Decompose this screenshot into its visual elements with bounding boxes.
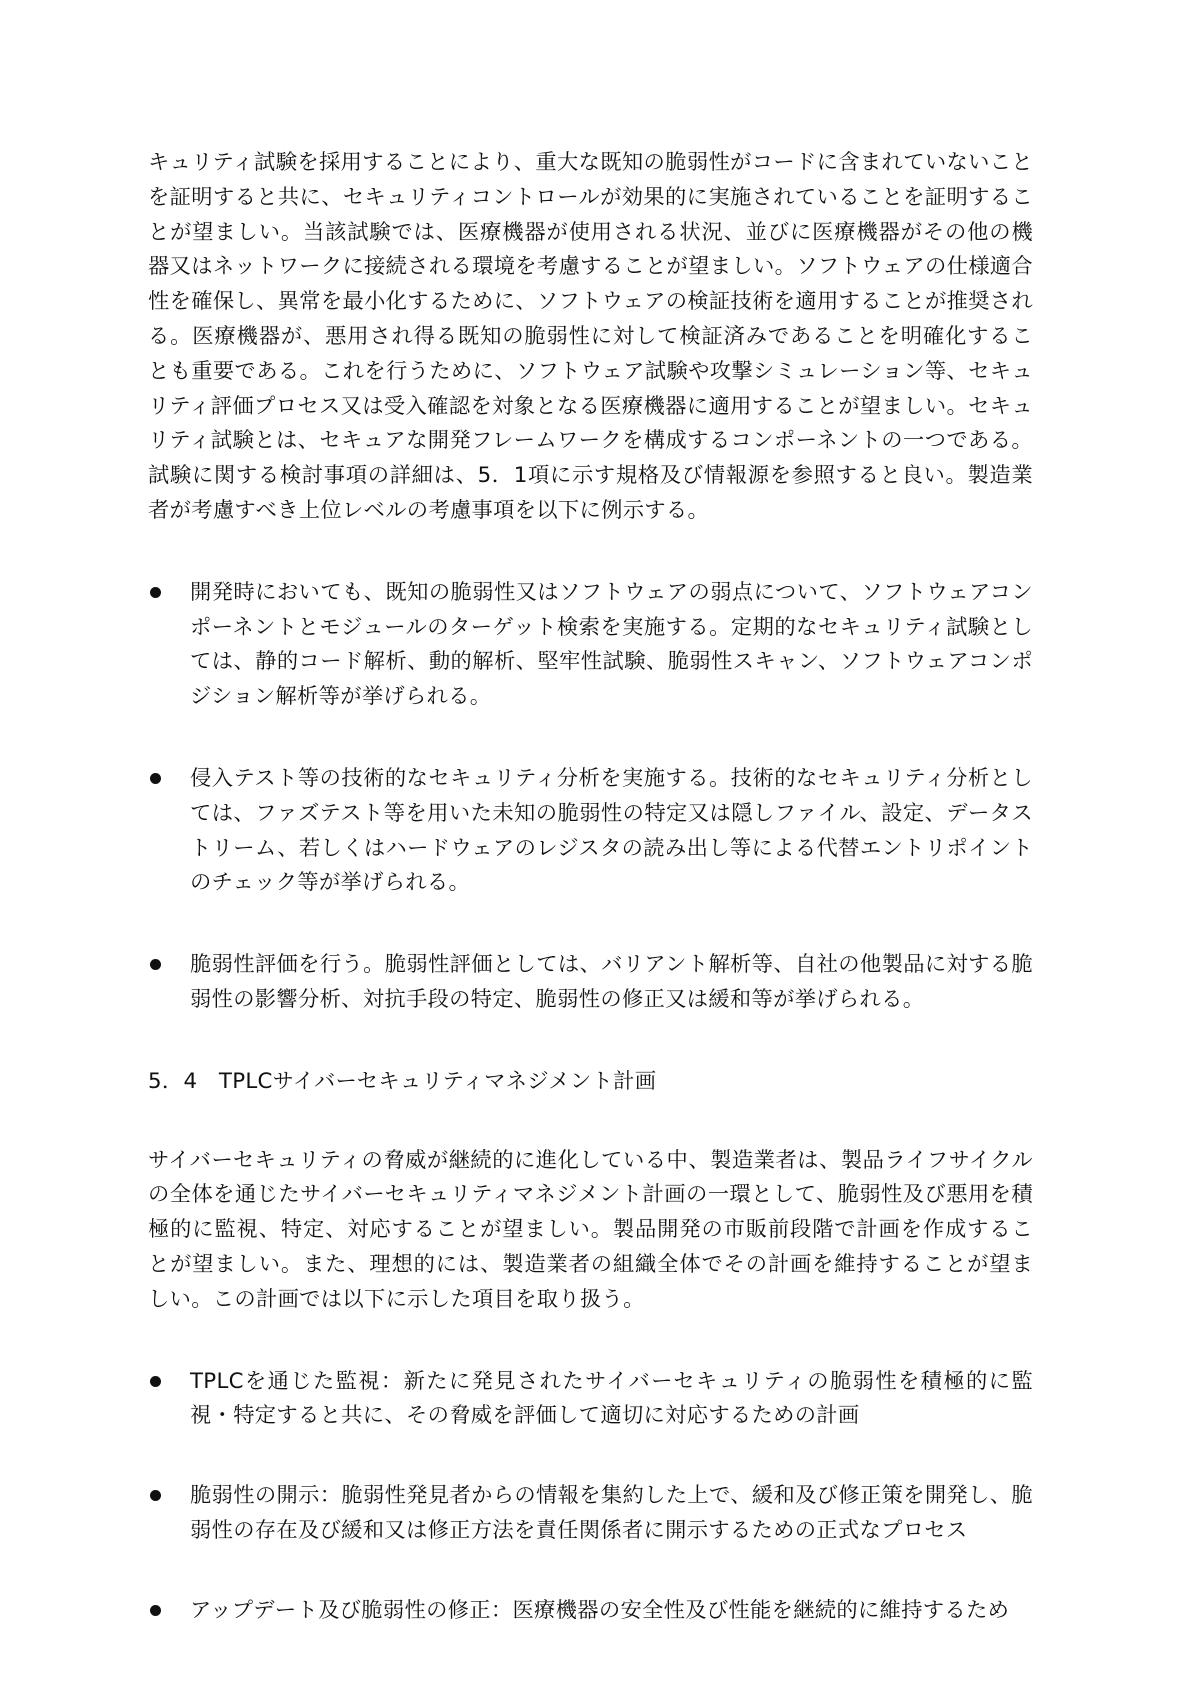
bullet-icon (150, 1376, 161, 1387)
list-item-text: 脆弱性の開示：脆弱性発見者からの情報を集約した上で、緩和及び修正策を開発し、脆弱性の存在及び緩和又は修正方法を責任関係者に開示するための正式なプロセス (190, 1483, 1033, 1543)
list-item (148, 948, 1033, 1018)
bullet-icon (150, 1490, 161, 1501)
list-item (148, 576, 1033, 715)
bullet-icon (150, 587, 161, 598)
list-item (148, 1479, 1033, 1549)
list-item (148, 1594, 1033, 1629)
testing-considerations-list (148, 576, 1033, 1018)
list-item-text: アップデート及び脆弱性の修正：医療機器の安全性及び性能を継続的に維持するため (190, 1597, 1010, 1623)
plan-items-list (148, 1365, 1033, 1629)
list-item-text: 侵入テスト等の技術的なセキュリティ分析を実施する。技術的なセキュリティ分析としては、ファズテスト等を用いた未知の脆弱性の特定又は隠しファイル、設定、データストリーム、若しくはハードウェアのレジスタの読み出し等による代替エントリポイントのチェック等が挙げられる。 (190, 765, 1033, 896)
bullet-icon (150, 1605, 161, 1616)
list-item (148, 1365, 1033, 1435)
bullet-icon (150, 959, 161, 970)
bullet-icon (150, 773, 161, 784)
list-item-text: 脆弱性評価を行う。脆弱性評価としては、バリアント解析等、自社の他製品に対する脆弱性の影響分析、対抗手段の特定、脆弱性の修正又は緩和等が挙げられる。 (190, 952, 1033, 1012)
list-item (148, 762, 1033, 901)
intro-paragraph: キュリティ試験を採用することにより、重大な既知の脆弱性がコードに含まれていないことを証明すると共に、セキュリティコントロールが効果的に実施されていることを証明することが望ましい。当該試験では、医療機器が使用される状況、並びに医療機器がその他の機器又はネットワークに接続される環境を考慮することが望ましい。ソフトウェアの仕様適合性を確保し、異常を最小化するために、ソフトウェアの検証技術を適用することが推奨される。医療機器が、悪用され得る既知の脆弱性に対して検証済みであることを明確化することも重要である。これを行うために、ソフトウェア試験や攻撃シミュレーション等、セキュリティ評価プロセス又は受入確認を対象となる医療機器に適用することが望ましい。セキュリティ試験とは、セキュアな開発フレームワークを構成するコンポーネントの一つである。試験に関する検討事項の詳細は、5．1項に示す規格及び情報源を参照すると良い。製造業者が考慮すべき上位レベルの考慮事項を以下に例示する。 (148, 150, 1033, 523)
list-item-text: TPLCを通じた監視：新たに発見されたサイバーセキュリティの脆弱性を積極的に監視・特定すると共に、その脅威を評価して適切に対応するための計画 (190, 1368, 1033, 1429)
section-heading: 5．4 TPLCサイバーセキュリティマネジメント計画 (148, 1068, 657, 1094)
list-item-text: 開発時においても、既知の脆弱性又はソフトウェアの弱点について、ソフトウェアコンポーネントとモジュールのターゲット検索を実施する。定期的なセキュリティ試験としては、静的コード解析、動的解析、堅牢性試験、脆弱性スキャン、ソフトウェアコンポジション解析等が挙げられる。 (190, 579, 1033, 710)
document-page (148, 146, 1033, 1674)
section-paragraph: サイバーセキュリティの脅威が継続的に進化している中、製造業者は、製品ライフサイクルの全体を通じたサイバーセキュリティマネジメント計画の一環として、脆弱性及び悪用を積極的に監視、特定、対応することが望ましい。製品開発の市販前段階で計画を作成することが望ましい。また、理想的には、製造業者の組織全体でその計画を維持することが望ましい。この計画では以下に示した項目を取り扱う。 (148, 1147, 1033, 1312)
